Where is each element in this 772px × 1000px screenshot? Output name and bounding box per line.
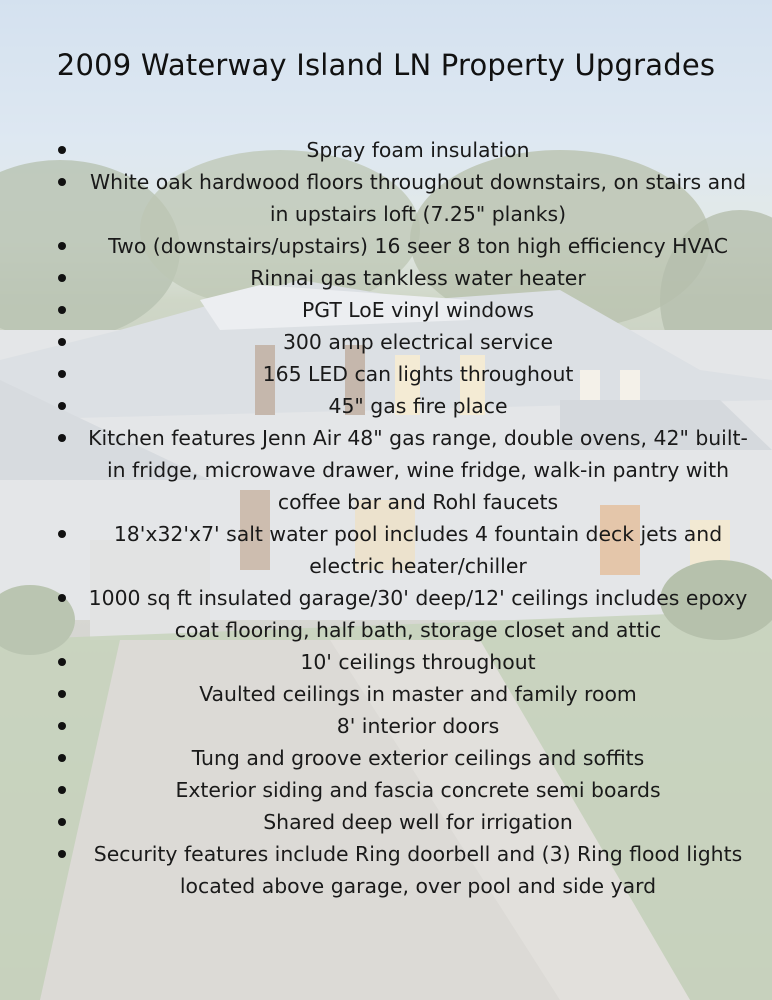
- bullet-icon: [58, 530, 66, 538]
- list-item: [40, 294, 752, 326]
- list-item: [40, 262, 752, 294]
- list-item: [40, 710, 752, 742]
- bullet-icon: [58, 722, 66, 730]
- list-item: [40, 166, 752, 230]
- list-item: [40, 230, 752, 262]
- list-item: [40, 742, 752, 774]
- list-item-text: 8' interior doors: [336, 714, 500, 738]
- bullet-icon: [58, 242, 66, 250]
- list-item-text: Tung and groove exterior ceilings and soffits: [191, 746, 645, 770]
- bullet-icon: [58, 306, 66, 314]
- list-item-text: Shared deep well for irrigation: [263, 810, 573, 834]
- list-item-text: 10' ceilings throughout: [300, 650, 536, 674]
- list-item-text: Spray foam insulation: [306, 138, 530, 162]
- list-item: [40, 358, 752, 390]
- bullet-icon: [58, 370, 66, 378]
- list-item: [40, 774, 752, 806]
- bullet-icon: [58, 434, 66, 442]
- list-item: [40, 422, 752, 518]
- bullet-icon: [58, 178, 66, 186]
- bullet-icon: [58, 146, 66, 154]
- bullet-icon: [58, 786, 66, 794]
- bullet-icon: [58, 690, 66, 698]
- bullet-icon: [58, 338, 66, 346]
- list-item-text: Vaulted ceilings in master and family room: [199, 682, 637, 706]
- bullet-icon: [58, 402, 66, 410]
- list-item-text: 1000 sq ft insulated garage/30' deep/12' ceilings includes epoxy coat flooring, half bath, storage closet and attic: [88, 586, 748, 642]
- list-item-text: 300 amp electrical service: [282, 330, 554, 354]
- list-item: [40, 326, 752, 358]
- list-item-text: White oak hardwood floors throughout downstairs, on stairs and in upstairs loft (7.25" planks): [89, 170, 747, 226]
- list-item-text: PGT LoE vinyl windows: [301, 298, 534, 322]
- bullet-icon: [58, 594, 66, 602]
- bullet-icon: [58, 274, 66, 282]
- list-item: [40, 646, 752, 678]
- bullet-icon: [58, 850, 66, 858]
- list-item: [40, 806, 752, 838]
- list-item: [40, 678, 752, 710]
- page-title: 2009 Waterway Island LN Property Upgrades: [56, 48, 716, 82]
- list-item: [40, 582, 752, 646]
- bullet-icon: [58, 658, 66, 666]
- bullet-icon: [58, 818, 66, 826]
- list-item-text: 18'x32'x7' salt water pool includes 4 fountain deck jets and electric heater/chiller: [113, 522, 723, 578]
- list-item-text: Exterior siding and fascia concrete semi boards: [175, 778, 661, 802]
- list-item: [40, 134, 752, 166]
- list-item-text: Kitchen features Jenn Air 48" gas range, double ovens, 42" built-in fridge, microwave drawer, wine fridge, walk-in pantry with coffee bar and Rohl faucets: [88, 426, 748, 514]
- list-item-text: Security features include Ring doorbell and (3) Ring flood lights located above garage, over pool and side yard: [93, 842, 743, 898]
- upgrades-list: [40, 134, 752, 902]
- list-item-text: Two (downstairs/upstairs) 16 seer 8 ton high efficiency HVAC: [108, 234, 728, 258]
- bullet-icon: [58, 754, 66, 762]
- list-item: [40, 518, 752, 582]
- list-item: [40, 838, 752, 902]
- list-item-text: 45" gas fire place: [328, 394, 508, 418]
- list-item: [40, 390, 752, 422]
- list-item-text: Rinnai gas tankless water heater: [250, 266, 586, 290]
- list-item-text: 165 LED can lights throughout: [262, 362, 574, 386]
